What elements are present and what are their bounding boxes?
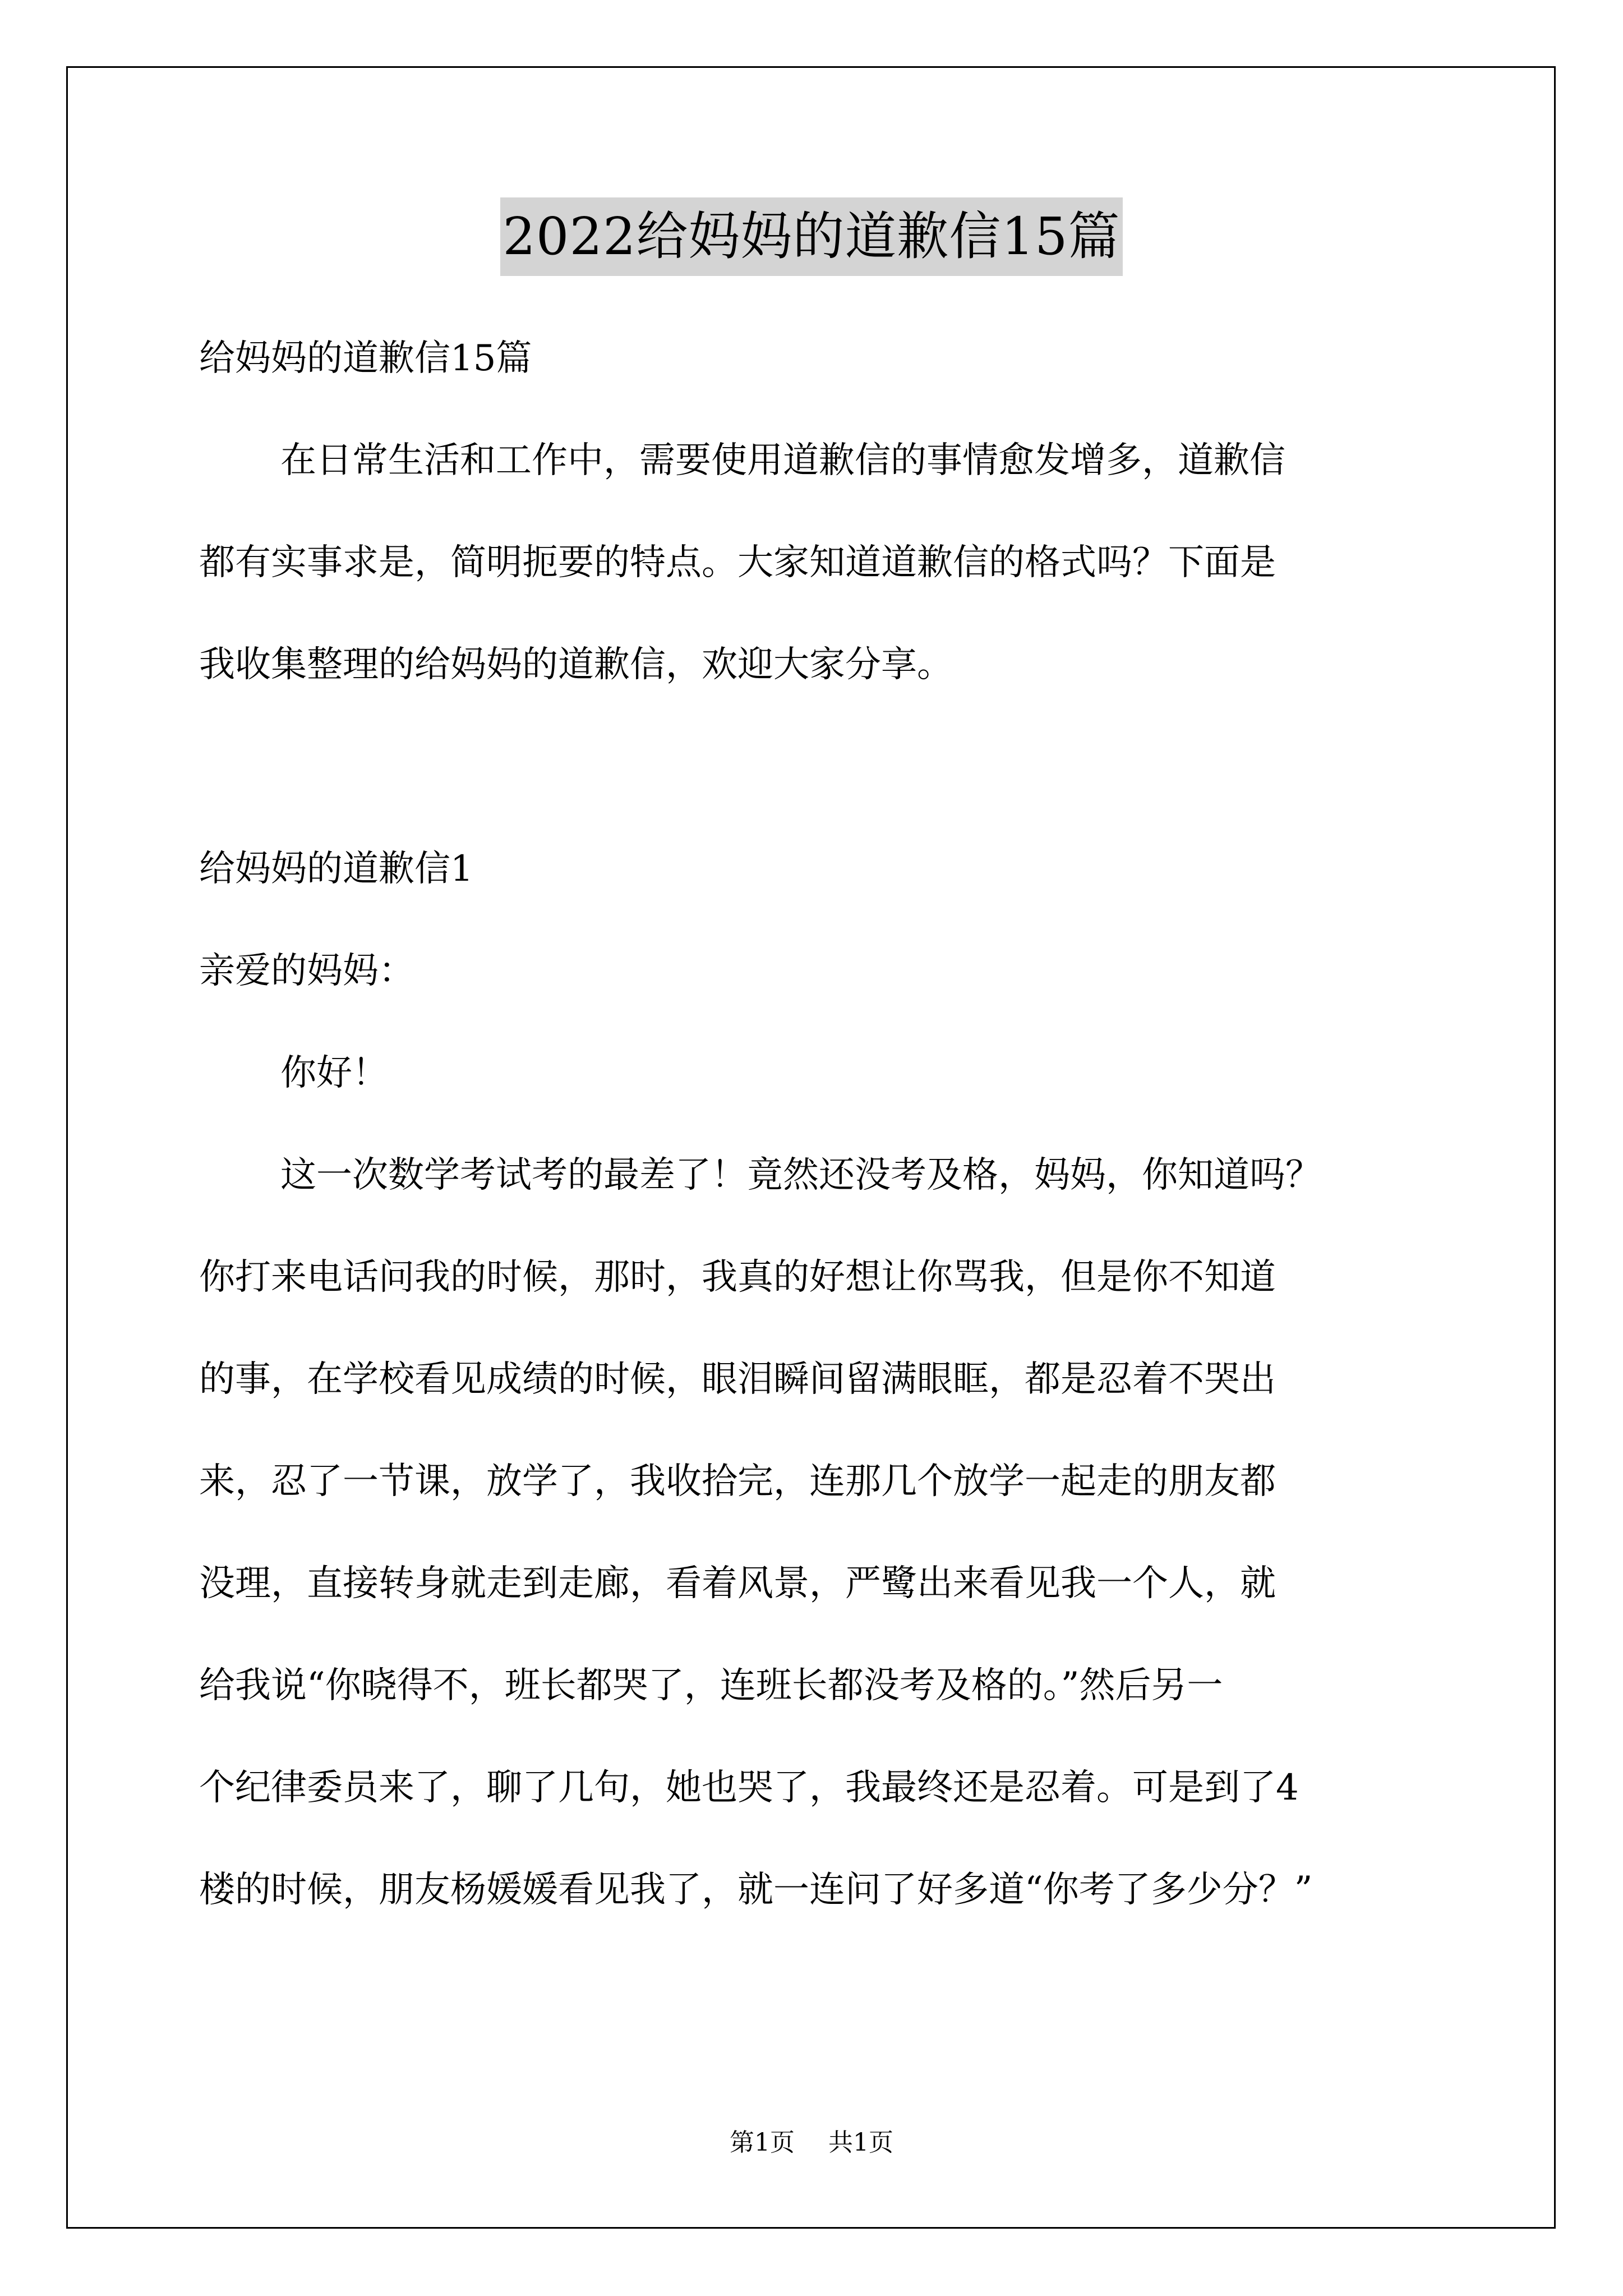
page-footer [0,2126,1623,2160]
body-line: 没理，直接转身就走到走廊，看着风景，严鹭出来看见我一个人，就 [199,1563,1276,1604]
body-line: 来，忍了一节课，放学了，我收拾完，连那几个放学一起走的朋友都 [199,1461,1276,1502]
body-line: 这一次数学考试考的最差了！竟然还没考及格，妈妈，你知道吗？ [280,1154,1321,1196]
section-heading: 给妈妈的道歉信1 [199,848,473,890]
salutation: 亲爱的妈妈： [199,950,414,992]
paragraph-spacer [199,716,1427,818]
document-title: 2022给妈妈的道歉信15篇 [500,197,1122,276]
intro-line: 我收集整理的给妈妈的道歉信，欢迎大家分享。 [199,644,953,685]
document-body [199,307,1427,1941]
body-line: 你打来电话问我的时候，那时，我真的好想让你骂我，但是你不知道 [199,1257,1276,1298]
page-number: 第1页 [730,2128,795,2157]
greeting: 你好！ [280,1052,388,1094]
subtitle: 给妈妈的道歉信15篇 [199,338,532,379]
body-line: 个纪律委员来了，聊了几句，她也哭了，我最终还是忍着。可是到了4 [199,1767,1299,1809]
body-line: 的事，在学校看见成绩的时候，眼泪瞬间留满眼眶，都是忍着不哭出 [199,1359,1276,1400]
page-total: 共1页 [828,2128,893,2157]
intro-line: 都有实事求是，简明扼要的特点。大家知道道歉信的格式吗？下面是 [199,542,1276,583]
body-line: 给我说“你晓得不，班长都哭了，连班长都没考及格的。”然后另一 [199,1665,1223,1706]
body-line: 楼的时候，朋友杨媛媛看见我了，就一连问了好多道“你考了多少分？” [199,1869,1313,1911]
intro-line: 在日常生活和工作中，需要使用道歉信的事情愈发增多，道歉信 [280,440,1285,481]
title-container [0,197,1623,276]
